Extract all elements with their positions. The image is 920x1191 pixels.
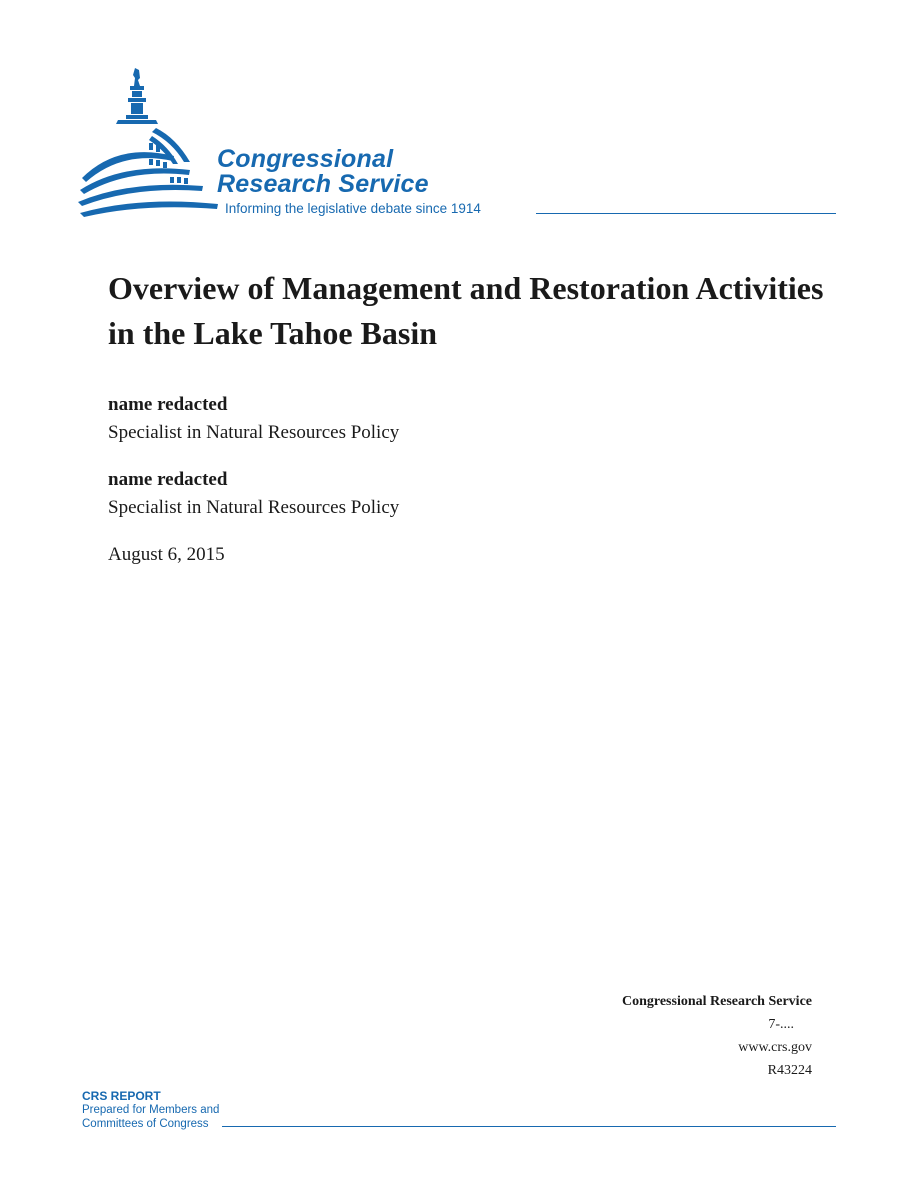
author-role: Specialist in Natural Resources Policy [108, 497, 400, 518]
footer-divider [222, 1126, 836, 1127]
author-role: Specialist in Natural Resources Policy [108, 422, 400, 443]
crs-header [78, 66, 838, 226]
report-date: August 6, 2015 [108, 544, 225, 565]
author-block [108, 391, 828, 447]
report-number: R43224 [767, 1063, 812, 1078]
capitol-dome-logo-icon [78, 66, 223, 218]
footer-subtitle-line2: Committees of Congress [82, 1118, 209, 1130]
crs-website-link[interactable]: www.crs.gov [738, 1040, 812, 1055]
document-title: Overview of Management and Restoration Activities in the Lake Tahoe Basin [108, 270, 824, 351]
crs-report-footer [82, 1089, 838, 1134]
logo-wordmark-research-service: Research Service [217, 170, 429, 198]
footer-title: CRS REPORT [82, 1089, 161, 1103]
header-divider [536, 213, 836, 214]
crs-phone: 7-.... [768, 1017, 794, 1032]
report-cover-content [108, 266, 828, 569]
crs-contact-block [622, 990, 812, 1082]
author-block [108, 466, 828, 522]
logo-tagline: Informing the legislative debate since 1914 [225, 201, 481, 216]
footer-subtitle-line1: Prepared for Members and [82, 1104, 220, 1116]
author-name: name redacted [108, 394, 228, 415]
author-name: name redacted [108, 469, 228, 490]
crs-organization-name: Congressional Research Service [621, 994, 812, 1009]
logo-wordmark-congressional: Congressional [217, 145, 394, 173]
